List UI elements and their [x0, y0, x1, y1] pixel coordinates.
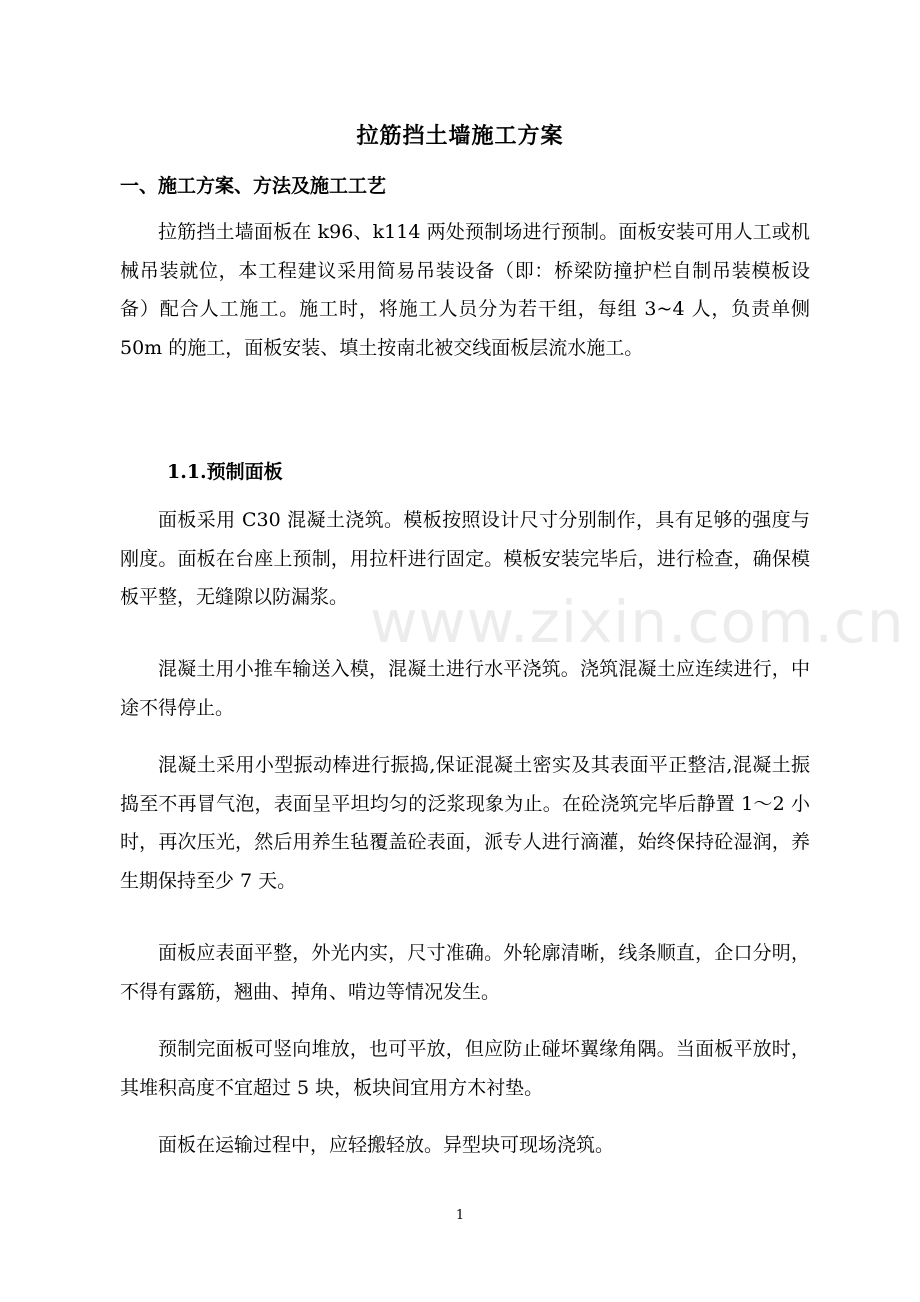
paragraph-vibration-curing: 混凝土采用小型振动棒进行振捣,保证混凝土密实及其表面平正整洁,混凝土振捣至不再冒气泡，表面呈平坦均匀的泛浆现象为止。在砼浇筑完毕后静置 1～2 小时，再次压光，然后用养生毡覆盖砼表面，派专人进行滴灌，始终保持砼湿润，养生期保持至少 7 天。 [120, 754, 810, 892]
paragraph-stacking: 预制完面板可竖向堆放，也可平放，但应防止碰坏翼缘角隅。当面板平放时，其堆积高度不宜超过 5 块，板块间宜用方木衬垫。 [120, 1038, 810, 1099]
watermark: www.zixin.com.cn [370, 588, 905, 656]
paragraph-quality: 面板应表面平整，外光内实，尺寸准确。外轮廓清晰，线条顺直，企口分明，不得有露筋，翘曲、掉角、啃边等情况发生。 [120, 942, 810, 1003]
paragraph-pouring: 混凝土用小推车输送入模，混凝土进行水平浇筑。浇筑混凝土应连续进行，中途不得停止。 [120, 658, 810, 719]
section-heading: 一、施工方案、方法及施工工艺 [120, 175, 387, 197]
paragraph-formwork: 面板采用 C30 混凝土浇筑。模板按照设计尺寸分别制作，具有足够的强度与刚度。面板在台座上预制，用拉杆进行固定。模板安装完毕后，进行检查，确保模板平整，无缝隙以防漏浆。 [120, 509, 810, 608]
intro-paragraph: 拉筋挡土墙面板在 k96、k114 两处预制场进行预制。面板安装可用人工或机械吊装就位，本工程建议采用简易吊装设备（即：桥梁防撞护栏自制吊装模板设备）配合人工施工。施工时，将施工人员分为若干组，每组 3~4 人，负责单侧 50m 的施工，面板安装、填土按南北被交线面板层流水施工。 [120, 221, 810, 359]
document-title: 拉筋挡土墙施工方案 [356, 123, 564, 149]
subsection-heading: 1.1.预制面板 [167, 461, 283, 483]
page-number: 1 [455, 1208, 465, 1223]
paragraph-transport: 面板在运输过程中，应轻搬轻放。异型块可现场浇筑。 [158, 1134, 615, 1156]
